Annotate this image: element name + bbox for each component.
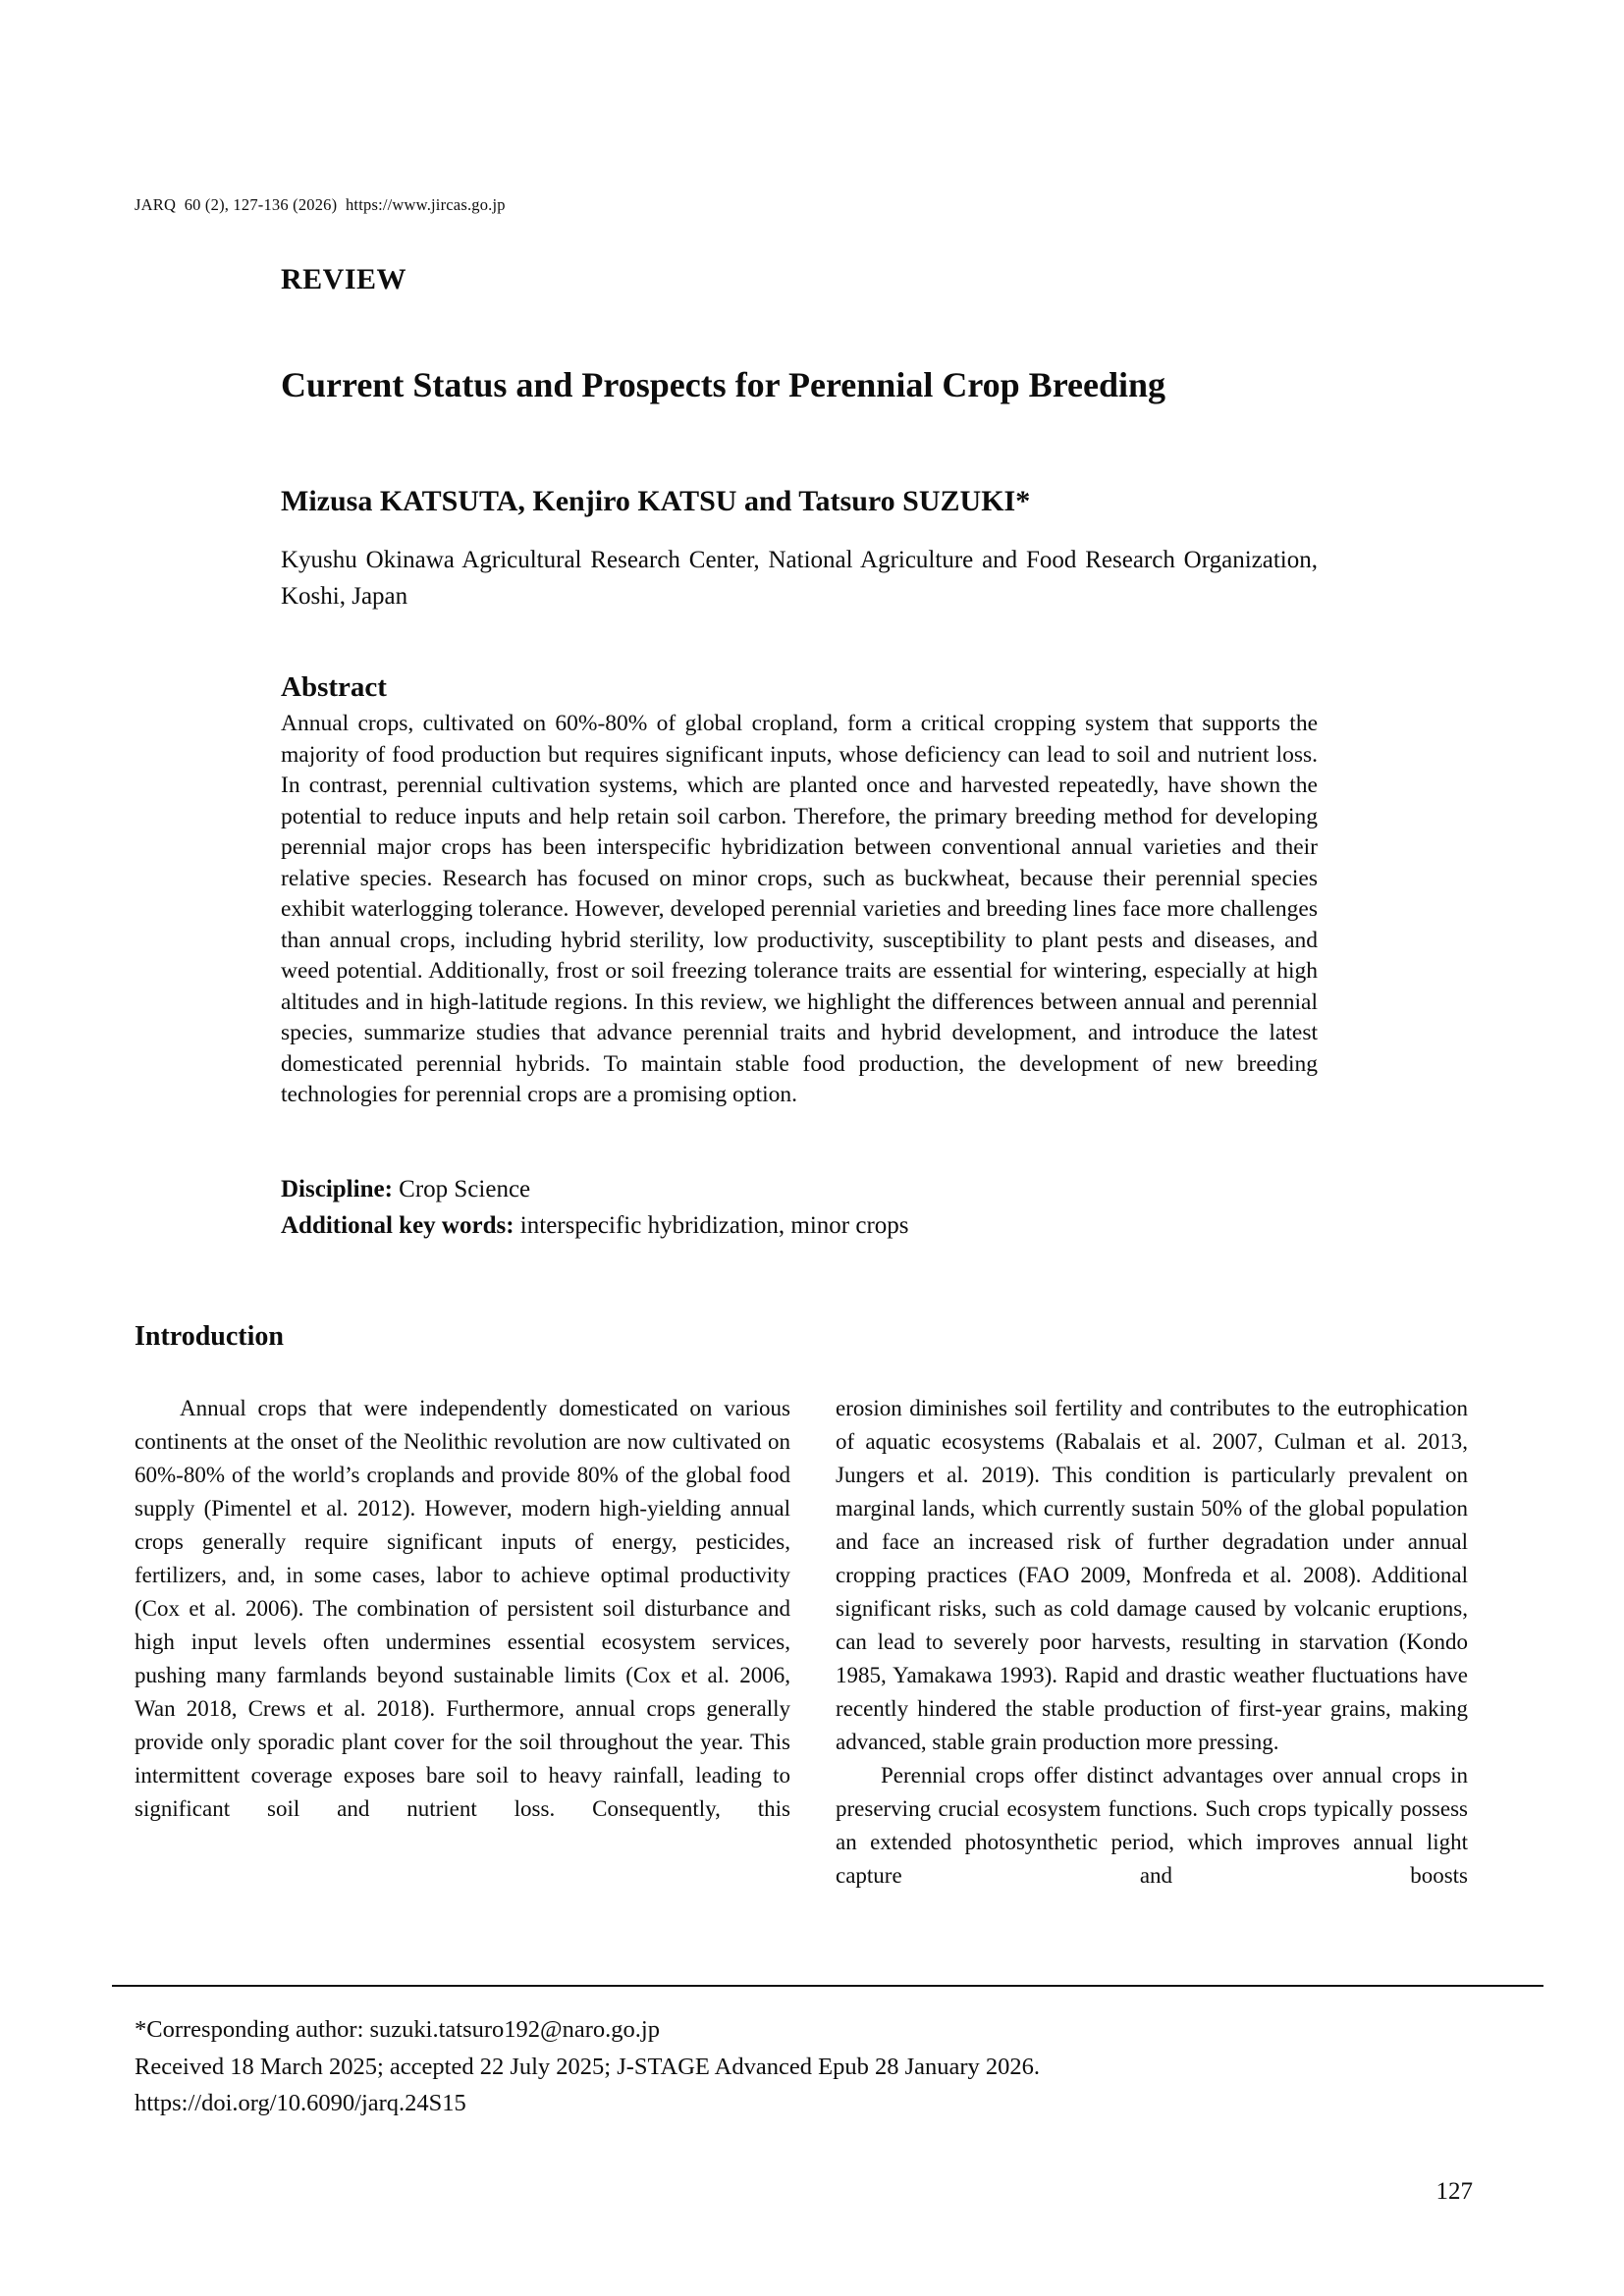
doi-link: https://doi.org/10.6090/jarq.24S15: [135, 2090, 466, 2116]
keywords-value: interspecific hybridization, minor crops: [519, 1212, 909, 1239]
article-title: Current Status and Prospects for Perennial Crop Breeding: [281, 365, 1166, 404]
article-type-label: REVIEW: [281, 263, 407, 295]
intro-paragraph-1-continued: erosion diminishes soil fertility and contributes to the eutrophication of aquatic ecosystems (Rabalais et al. 2007, Culman et al. 2013, Jungers et al. 2019). This condition is particularly prevalent on marginal lands, which currently sustain 50% of the global population and face an increased risk of further degradation under annual cropping practices (FAO 2009, Monfreda et al. 2008). Additional significant risks, such as cold damage caused by volcanic eruptions, can lead to severely poor harvests, resulting in starvation (Kondo 1985, Yamakawa 1993). Rapid and drastic weather fluctuations have recently hindered the stable production of first-year grains, making advanced, stable grain production more pressing.: [836, 1396, 1468, 1754]
affiliation: Kyushu Okinawa Agricultural Research Center, National Agriculture and Food Research Organization, Koshi, Japan: [281, 547, 1318, 610]
corresponding-author-note: *Corresponding author: suzuki.tatsuro192@naro.go.jp: [135, 2016, 660, 2043]
discipline-line: [281, 1176, 530, 1203]
abstract-text: Annual crops, cultivated on 60%-80% of global cropland, form a critical cropping system that supports the majority of food production but requires significant inputs, whose deficiency can lead to soil and nutrient loss. In contrast, perennial cultivation systems, which are planted once and harvested repeatedly, have shown the potential to reduce inputs and help retain soil carbon. Therefore, the primary breeding method for developing perennial major crops has been interspecific hybridization between conventional annual varieties and their relative species. Research has focused on minor crops, such as buckwheat, because their perennial species exhibit waterlogging tolerance. However, developed perennial varieties and breeding lines face more challenges than annual crops, including hybrid sterility, low productivity, susceptibility to plant pests and diseases, and weed potential. Additionally, frost or soil freezing tolerance traits are essential for wintering, especially at high altitudes and in high-latitude regions. In this review, we highlight the differences between annual and perennial species, summarize studies that advance perennial traits and hybrid development, and introduce the latest domesticated perennial hybrids. To maintain stable food production, the development of new breeding technologies for perennial crops are a promising option.: [281, 711, 1318, 1107]
received-accepted-note: Received 18 March 2025; accepted 22 July 2025; J-STAGE Advanced Epub 28 January 2026.: [135, 2053, 1041, 2080]
keywords-line: [281, 1212, 909, 1240]
footnote-divider: [112, 1985, 1543, 1987]
journal-citation-header: JARQ 60 (2), 127-136 (2026) https://www.jircas.go.jp: [135, 195, 506, 214]
page-number: 127: [1435, 2178, 1473, 2205]
keywords-label: Additional key words:: [281, 1212, 514, 1239]
footnote-block: [135, 2011, 1539, 2122]
intro-paragraph-1: Annual crops that were independently domesticated on various continents at the onset of the Neolithic revolution are now cultivated on 60%-80% of the world’s croplands and provide 80% of the global food supply (Pimentel et al. 2012). However, modern high-yielding annual crops generally require significant inputs of energy, pesticides, fertilizers, and, in some cases, labor to achieve optimal productivity (Cox et al. 2006). The combination of persistent soil disturbance and high input levels often undermines essential ecosystem services, pushing many farmlands beyond sustainable limits (Cox et al. 2006, Wan 2018, Crews et al. 2018). Furthermore, annual crops generally provide only sporadic plant cover for the soil throughout the year. This intermittent coverage exposes bare soil to heavy rainfall, leading to significant soil and nutrient loss. Consequently, this: [135, 1396, 790, 1821]
intro-paragraph-2: Perennial crops offer distinct advantages over annual crops in preserving crucial ecosystem functions. Such crops typically possess an extended photosynthetic period, which improves annual light capture and boosts: [836, 1763, 1468, 1888]
intro-column-left: [135, 1392, 790, 1826]
introduction-heading: Introduction: [135, 1321, 284, 1352]
discipline-label: Discipline:: [281, 1176, 393, 1202]
discipline-value: Crop Science: [399, 1176, 531, 1202]
intro-column-right: [836, 1392, 1468, 1893]
abstract-heading: Abstract: [281, 671, 387, 703]
authors-line: Mizusa KATSUTA, Kenjiro KATSU and Tatsuro SUZUKI*: [281, 485, 1031, 517]
